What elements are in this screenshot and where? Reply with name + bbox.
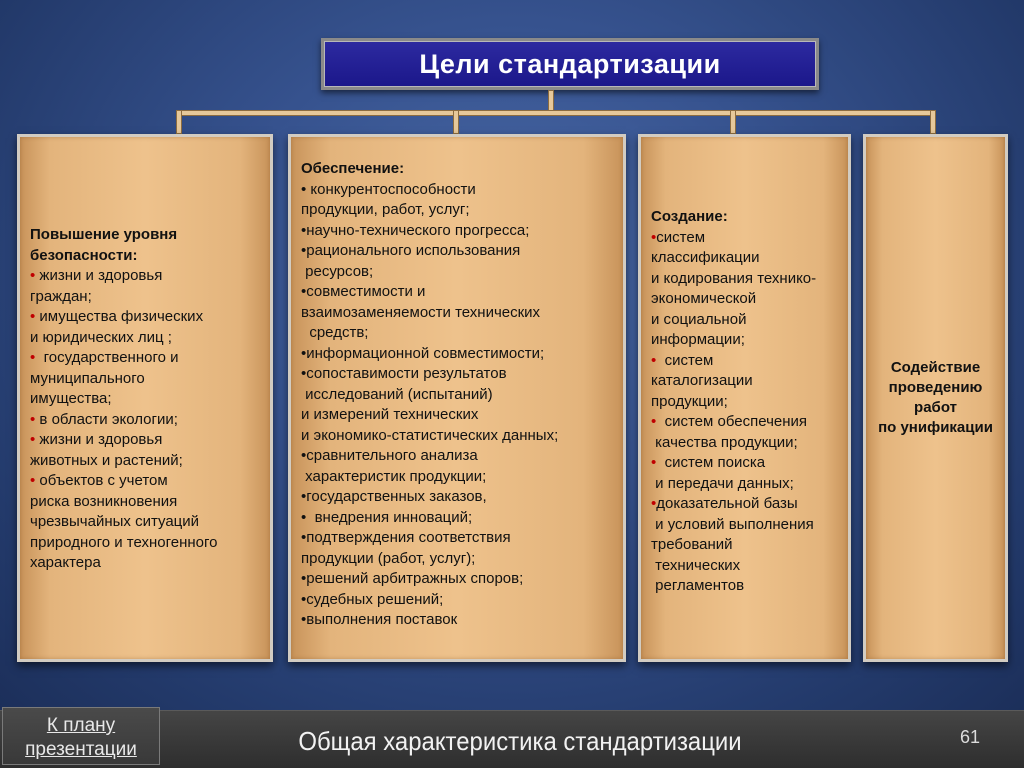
card-line [301,180,617,201]
card-line [30,533,264,554]
card-line [301,200,617,221]
card-heading-line: по унификации [878,419,993,436]
card-creation [638,134,851,662]
card-line [30,307,264,328]
card-line-text: систем [656,228,706,246]
card-line [30,410,264,431]
card-line [301,569,617,590]
card-line-text: •выполнения поставок [301,611,458,628]
card-line [301,446,617,467]
card-line-text: животных и растений; [30,451,183,469]
bullet-icon: • [30,308,36,325]
card-line-text: •подтверждения соответствия [301,529,511,546]
card-line-text: и социальной [651,310,747,328]
card-line [301,426,617,447]
card-line-text: и измерений технических [301,406,479,423]
card-line [301,323,617,344]
card-line-text: продукции (работ, услуг); [301,549,476,567]
card-heading-line: работ [914,399,957,416]
card-line-text: характеристик продукции; [301,467,487,485]
card-line-text: • конкурентоспособности [301,180,476,198]
bullet-icon: • [651,454,657,471]
card-line [651,453,842,474]
card-line-text: характера [30,554,101,571]
connector-drop-2 [453,110,459,134]
card-unification-text [878,358,993,438]
card-line-text: имущества; [30,390,112,407]
card-line-text: экономической [651,290,757,307]
card-line-text: •судебных решений; [301,590,444,608]
card-line-text: требований [651,536,733,553]
card-safety [17,134,273,662]
card-line-text: •сравнительного анализа [301,447,478,464]
card-line [651,474,842,495]
card-line [651,494,842,515]
connector-drop-4 [930,110,936,134]
card-line [651,248,842,269]
nav-label-line2: презентации [25,739,137,760]
nav-label-line1: К плану [46,715,116,736]
card-line-text: •рационального использования [301,242,521,259]
card-line-text: •сопоставимости результатов [301,365,507,382]
card-line [651,371,842,392]
diagram-title: Цели стандартизации [321,38,819,90]
card-line [651,576,842,597]
card-line [301,221,617,242]
card-line [30,471,264,492]
card-line [30,451,264,472]
card-line-text: ресурсов; [301,262,374,280]
card-unification [863,134,1008,662]
card-line [301,528,617,549]
card-line-text: продукции, работ, услуг; [301,201,470,218]
card-line [30,369,264,390]
card-line [30,348,264,369]
card-line-text: •совместимости и [301,283,426,300]
card-line [301,508,617,529]
card-line [301,549,617,570]
card-line-text: и экономико-статистических данных; [301,426,559,444]
card-line-text: систем обеспечения [656,413,808,430]
bullet-icon: • [30,349,36,366]
card-line-text: средств; [301,324,369,341]
card-line [301,241,617,262]
card-line [651,289,842,310]
connector-bar [176,110,936,116]
card-line [301,282,617,303]
card-line [651,515,842,536]
card-line [30,266,264,287]
bullet-icon: • [30,410,36,428]
card-line-text: взаимозаменяемости технических [301,303,541,321]
card-line [30,492,264,513]
card-line [651,392,842,413]
card-line-text: чрезвычайных ситуаций [30,513,200,530]
card-line [301,467,617,488]
card-heading-line: Повышение уровня [30,226,178,243]
bullet-icon: • [651,228,657,246]
bullet-icon: • [30,472,36,489]
card-line-text: и условий выполнения [651,515,814,533]
card-line-text: жизни и здоровья [35,431,163,448]
card-line-text: •решений арбитражных споров; [301,570,524,587]
card-line-text: в области экологии; [35,410,178,428]
card-line-text: •информационной совместимости; [301,344,545,362]
card-heading-line: Обеспечение: [301,160,405,177]
card-line-text: •научно-технического прогресса; [301,221,530,239]
card-line-text: •государственных заказов, [301,488,487,505]
page-number: 61 [959,727,981,747]
card-line [651,535,842,556]
card-line [301,385,617,406]
card-line [30,512,264,533]
card-line-text: качества продукции; [651,433,798,451]
bullet-icon: • [651,351,657,369]
card-line-text: государственного и [35,349,179,366]
card-line [301,364,617,385]
bullet-icon: • [651,495,657,512]
card-line-text: риска возникновения [30,492,178,510]
card-line [30,287,264,308]
card-line [651,351,842,372]
card-line-text: муниципального [30,369,145,387]
card-line-text: систем [656,351,714,369]
card-line [301,405,617,426]
bullet-icon: • [30,431,36,448]
card-line-text: классификации [651,249,760,266]
bullet-icon: • [651,413,657,430]
connector-drop-3 [730,110,736,134]
presentation-title: Общая характеристика стандартизации [298,726,742,756]
card-line-text: регламентов [651,577,745,594]
card-line [301,590,617,611]
card-line [301,344,617,365]
card-line-text: продукции; [651,392,728,410]
card-line [651,269,842,290]
card-line-text: исследований (испытаний) [301,385,493,403]
card-line-text: информации; [651,331,745,348]
card-line-text: природного и техногенного [30,533,218,551]
card-provision [288,134,626,662]
card-line-text: и передачи данных; [651,474,794,492]
card-line-text: каталогизации [651,372,753,389]
card-line [651,412,842,433]
card-line [301,610,617,631]
card-line [30,389,264,410]
card-line [651,556,842,577]
card-line-text: и юридических лиц ; [30,328,172,346]
bullet-icon: • [30,267,36,284]
card-heading-line: безопасности: [30,246,138,264]
connector-drop-1 [176,110,182,134]
back-to-plan-button[interactable] [2,707,160,765]
card-line-text: систем поиска [656,454,766,471]
card-heading-line: Содействие [890,359,981,376]
card-line [301,303,617,324]
card-heading-line: проведению [888,379,983,396]
card-line-text: жизни и здоровья [35,267,163,284]
card-heading-line: Создание: [651,208,728,225]
card-line-text: объектов с учетом [35,472,168,489]
card-line [301,487,617,508]
card-line-text: доказательной базы [656,495,798,512]
card-line [651,310,842,331]
card-line [30,328,264,349]
card-line [301,262,617,283]
card-line [651,330,842,351]
card-line [30,430,264,451]
card-line [651,228,842,249]
card-line [651,433,842,454]
card-line-text: • внедрения инноваций; [301,508,473,526]
card-line-text: технических [651,556,741,574]
card-line [30,553,264,574]
card-line-text: и кодирования технико- [651,269,817,287]
card-line-text: граждан; [30,287,92,305]
card-line-text: имущества физических [35,308,204,325]
